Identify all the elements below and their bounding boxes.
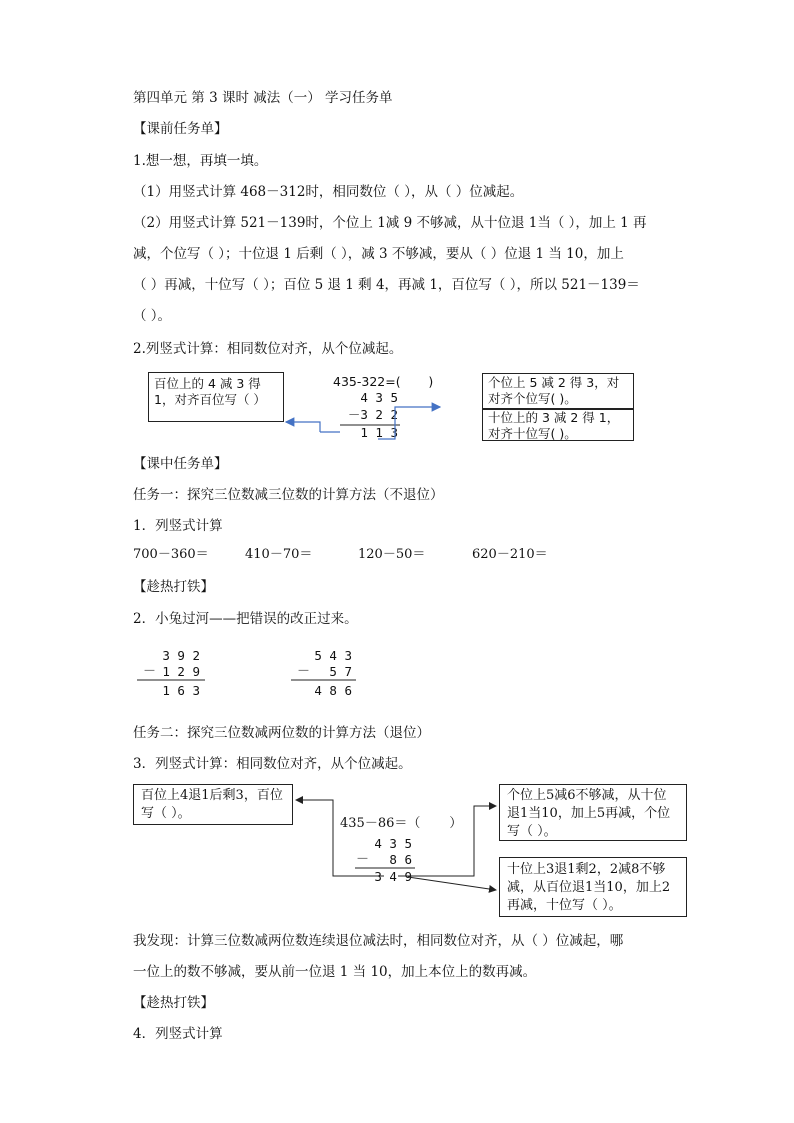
in-class-header: 【课中任务单】 — [133, 456, 228, 472]
diagram1-arrow-left — [286, 422, 320, 432]
expr-4: 620－210＝ — [472, 547, 548, 562]
diagram2-right-box-top: 个位上5减6不够减，从十位 退1当10，加上5再减，个位 写（ ）。 — [499, 784, 687, 841]
in-class-question-4: 4．列竖式计算 — [133, 1026, 223, 1042]
problem1-result: 1 6 3 — [162, 683, 200, 698]
question-1-2-line3: （ ）再减，十位写（ ）；百位 5 退 1 剩 4，再减 1，百位写（ ），所以 521－139＝ — [133, 277, 640, 293]
discovery-line2: 一位上的数不够减，要从前一位退 1 当 10，加上本位上的数再减。 — [133, 964, 537, 980]
diagram2-left-box: 百位上4退1后剩3，百位 写（ ）。 — [133, 784, 293, 825]
diagram2-right-box-bottom: 十位上3退1剩2，2减8不够 减，从百位退1当10，加上2 再减，十位写（ ）。 — [499, 857, 687, 917]
question-2: 2.列竖式计算：相同数位对齐，从个位减起。 — [133, 341, 403, 357]
diagram1-right-box-bottom: 十位上的 3 减 2 得 1， 对齐十位写( )。 — [482, 409, 634, 441]
expr-1: 700－360＝ — [133, 547, 209, 562]
diagram2-result: 3 4 9 — [374, 869, 412, 884]
question-1-1: （1）用竖式计算 468－312时，相同数位（ ），从（ ）位减起。 — [133, 184, 524, 200]
problem2-result: 4 8 6 — [314, 683, 352, 698]
page-title: 第四单元 第 3 课时 减法（一） 学习任务单 — [133, 90, 393, 106]
problem1-subtrahend: 1 2 9 — [162, 664, 200, 679]
diagram2-arrow-left — [296, 800, 384, 876]
problem2-subtrahend: 5 7 — [329, 664, 352, 679]
diagram2-equation: 435－86＝（ ） — [340, 816, 463, 831]
in-class-question-1: 1．列竖式计算 — [133, 518, 223, 534]
problem2-minuend: 5 4 3 — [314, 648, 352, 663]
diagram1-arrow-right — [378, 407, 440, 439]
diagram2-subtrahend: 8 6 — [389, 852, 412, 867]
question-1-2-line1: （2）用竖式计算 521－139时，个位上 1减 9 不够减，从十位退 1当（ ），加上 1 再 — [133, 215, 647, 231]
diagram1-minuend: 4 3 5 — [360, 390, 398, 405]
task-2: 任务二：探究三位数减两位数的计算方法（退位） — [133, 725, 430, 741]
expr-2: 410－70＝ — [245, 547, 313, 562]
diagram1-right-box-top: 个位上 5 减 2 得 3，对 对齐个位写( )。 — [482, 373, 634, 409]
diagram2-minuend: 4 3 5 — [374, 836, 412, 851]
question-1: 1.想一想，再填一填。 — [133, 153, 268, 169]
task-1: 任务一：探究三位数减三位数的计算方法（不退位） — [133, 487, 444, 503]
expr-3: 120－50＝ — [358, 547, 426, 562]
question-1-2-line4: （ ）。 — [133, 308, 172, 324]
diagram1-left-box: 百位上的 4 减 3 得 1，对齐百位写（ ） — [148, 372, 284, 422]
diagram2-arrow-top — [398, 806, 496, 876]
question-1-2-line2: 减，个位写（ ）；十位退 1 后剩（ ），减 3 不够减，要从（ ）位退 1 当 10，加上 — [133, 246, 624, 262]
problem2-operator: － — [297, 664, 311, 679]
in-class-question-2: 2．小兔过河——把错误的改正过来。 — [133, 611, 358, 627]
problem1-minuend: 3 9 2 — [162, 648, 200, 663]
diagram1-result: 1 1 3 — [360, 425, 398, 440]
discovery-line1: 我发现：计算三位数减两位数连续退位减法时，相同数位对齐，从（ ）位减起，哪 — [133, 933, 624, 949]
diagram2-arrow-bottom — [408, 877, 496, 890]
in-class-question-3: 3．列竖式计算：相同数位对齐，从个位减起。 — [133, 756, 412, 772]
diagram2-operator: － — [356, 852, 370, 867]
diagram1-equation: 435-322=( ) — [333, 374, 434, 389]
practice-header-2: 【趁热打铁】 — [133, 995, 214, 1011]
problem1-operator: － — [143, 664, 157, 679]
pre-task-header: 【课前任务单】 — [133, 121, 228, 137]
practice-header-1: 【趁热打铁】 — [133, 579, 214, 595]
diagram1-subtrahend: －3 2 2 — [347, 407, 398, 422]
